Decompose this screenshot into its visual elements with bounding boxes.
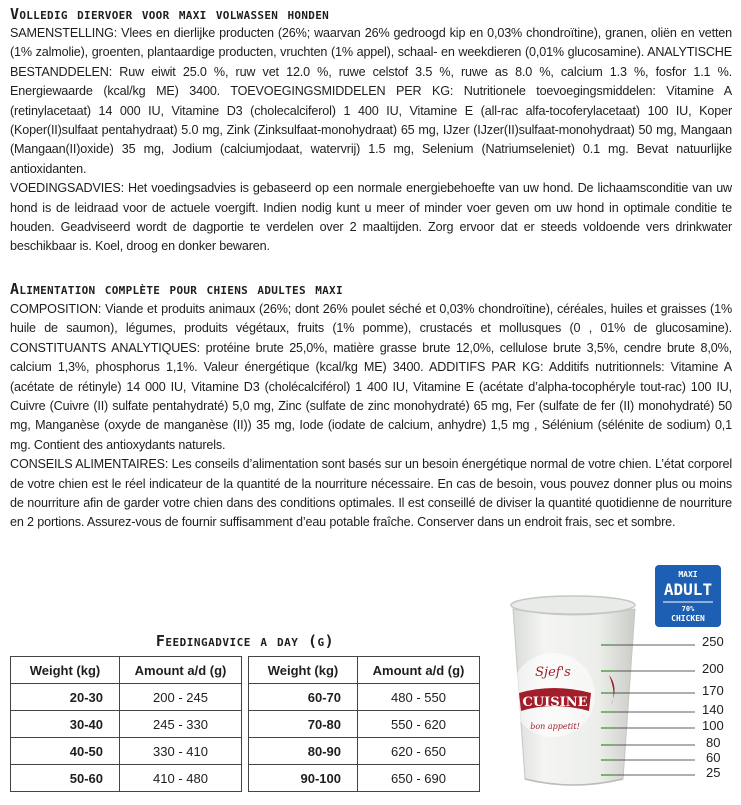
fr-heading: Alimentation complète pour chiens adultes maxi	[10, 280, 343, 298]
column-header-weight: Weight (kg)	[249, 657, 358, 684]
table-row	[249, 765, 480, 792]
table-row	[11, 684, 242, 711]
table-row	[249, 711, 480, 738]
weight-cell: 50-60	[11, 765, 120, 792]
badge-text-line1: MAXI	[678, 570, 698, 579]
nl-composition-paragraph: SAMENSTELLING: Vlees en dierlijke producten (26%; waarvan 26% gedroogd kip en 0,03% chondroïtine), granen, oliën en vetten (1% zalmolie), groenten, plantaardige producten, vruchten (1% appel), schaal- en weekdieren (0,01% glucosamine). ANALYTISCHE BESTANDDELEN: Ruw eiwit 25.0 %, ruw vet 12.0 %, ruwe celstof 3.5 %, ruwe as 8.0 %, calcium 1.3 %, fosfor 1.1 %. Energiewaarde (kcal/kg ME) 3400. TOEVOEGINGSMIDDELEN PER KG: Nutritionele toevoegingsmiddelen: Vitamine A (retinylacetaat) 14 000 IU, Vitamine D3 (cholecalciferol) 1 400 IU, Vitamine E (all-rac alfa-tocoferylacetaat) 100 IU, Koper (Koper(II)sulfaat pentahydraat) 5.0 mg, Zink (Zinksulfaat-monohydraat) 65 mg, IJzer (IJzer(II)sulfaat-monohydraat) 50 mg, Mangaan (Mangaan(II)oxide) 35 mg, Jodium (calciumjodaat, watervrij) 1.5 mg, Selenium (Natriumseleniet) 0.1 mg. Bevat natuurlijke antioxidanten.	[10, 26, 732, 176]
amount-cell: 480 - 550	[358, 684, 480, 711]
scale-label: 200	[702, 661, 724, 676]
table-row	[11, 738, 242, 765]
weight-cell: 70-80	[249, 711, 358, 738]
weight-cell: 40-50	[11, 738, 120, 765]
scale-label: 25	[706, 765, 721, 780]
fr-body	[10, 300, 732, 533]
amount-cell: 620 - 650	[358, 738, 480, 765]
scale-label: 60	[706, 750, 721, 765]
amount-cell: 650 - 690	[358, 765, 480, 792]
table-header-row	[11, 657, 242, 684]
weight-cell: 90-100	[249, 765, 358, 792]
table-row	[249, 684, 480, 711]
measuring-cup-graphic	[505, 565, 741, 800]
feeding-table-right	[248, 656, 480, 792]
column-header-amount: Amount a/d (g)	[120, 657, 242, 684]
scale-label: 100	[702, 718, 724, 733]
nl-feeding-advice-paragraph: VOEDINGSADVIES: Het voedingsadvies is gebaseerd op een normale energiebehoefte van uw hond. De lichaamsconditie van uw hond is de leidraad voor de actuele voergift. Indien nodig kunt u meer of minder voer geven om uw hond in optimale conditie te houden. Geadviseerd wordt de dagportie te verdelen over 2 maaltijden. Zorg ervoor dat er steeds voldoende vers drinkwater beschikbaar is. Koel, droog en donker bewaren.	[10, 181, 732, 254]
badge-text-line2: ADULT	[663, 580, 713, 599]
brand-name-small: Sjef's	[535, 665, 571, 680]
amount-cell: 245 - 330	[120, 711, 242, 738]
amount-cell: 330 - 410	[120, 738, 242, 765]
feeding-table-title: Feedingadvice a day (g)	[155, 632, 335, 650]
badge-text-line3: 70%	[681, 605, 695, 613]
fr-composition-paragraph: COMPOSITION: Viande et produits animaux (26%; dont 26% poulet séché et 0,03% chondroïtine), céréales, huiles et graisses (1% huile de saumon), légumes, produits végétaux, fruits (1% pomme), crustacés et mollusques (0 , 01% de glucosamine). CONSTITUANTS ANALYTIQUES: protéine brute 25,0%, matière grasse brute 12,0%, cellulose brute 3,5%, cendre brute 8,0%, calcium 1,3%, phosphorus 1,1%. Valeur énergétique (kcal/kg ME) 3400. ADDITIFS PAR KG: Additifs nutritionnels: Vitamine A (acétate de rétinyle) 14 000 IU, Vitamine D3 (cholécalciférol) 1 400 IU, Vitamine E (acétate d’alpha-tocophéryle tout-rac) 100 IU, Cuivre (Cuivre (II) sulfate pentahydraté) 5,0 mg, Zinc (sulfate de zinc monohydraté) 65 mg, Fer (sulfate de fer (II) monohydraté) 50 mg, Manganèse (oxyde de manganèse (II)) 35 mg, Iode (iodate de calcium, anhydre) 1,5 mg , Sélénium (sélénite de sodium) 0,1 mg. Contient des antioxydants naturels.	[10, 302, 732, 452]
column-header-weight: Weight (kg)	[11, 657, 120, 684]
table-row	[11, 765, 242, 792]
weight-cell: 60-70	[249, 684, 358, 711]
amount-cell: 550 - 620	[358, 711, 480, 738]
badge-text-line4: CHICKEN	[671, 614, 705, 623]
scale-label: 80	[706, 735, 721, 750]
fr-feeding-advice-paragraph: CONSEILS ALIMENTAIRES: Les conseils d’alimentation sont basés sur un besoin énergétique normal de votre chien. L’état corporel de votre chien est le réel indicateur de la quantité de la nourriture nécessaire. En cas de besoin, vous pouvez donner plus ou moins de nourriture afin de garder votre chien dans des conditions optimales. Il est conseillé de diviser la quantité quotidienne de nourriture en 2 portions. Assurez-vous de fournir suffisamment d’eau potable fraîche. Conserver dans un endroit frais, sec et sombre.	[10, 457, 732, 530]
weight-cell: 80-90	[249, 738, 358, 765]
scale-label: 140	[702, 702, 724, 717]
table-row	[249, 738, 480, 765]
column-header-amount: Amount a/d (g)	[358, 657, 480, 684]
feeding-table	[10, 628, 480, 793]
cup-rim	[511, 596, 635, 614]
nl-heading: Volledig diervoer voor maxi volwassen honden	[10, 5, 330, 23]
scale-label: 170	[702, 683, 724, 698]
table-row	[11, 711, 242, 738]
scale-label: 250	[702, 634, 724, 649]
table-header-row	[249, 657, 480, 684]
amount-cell: 200 - 245	[120, 684, 242, 711]
brand-tagline: bon appetit!	[530, 722, 580, 731]
amount-cell: 410 - 480	[120, 765, 242, 792]
nl-body	[10, 24, 732, 257]
brand-name-big: CUISINE	[522, 695, 588, 710]
feeding-table-left	[10, 656, 242, 792]
weight-cell: 30-40	[11, 711, 120, 738]
weight-cell: 20-30	[11, 684, 120, 711]
